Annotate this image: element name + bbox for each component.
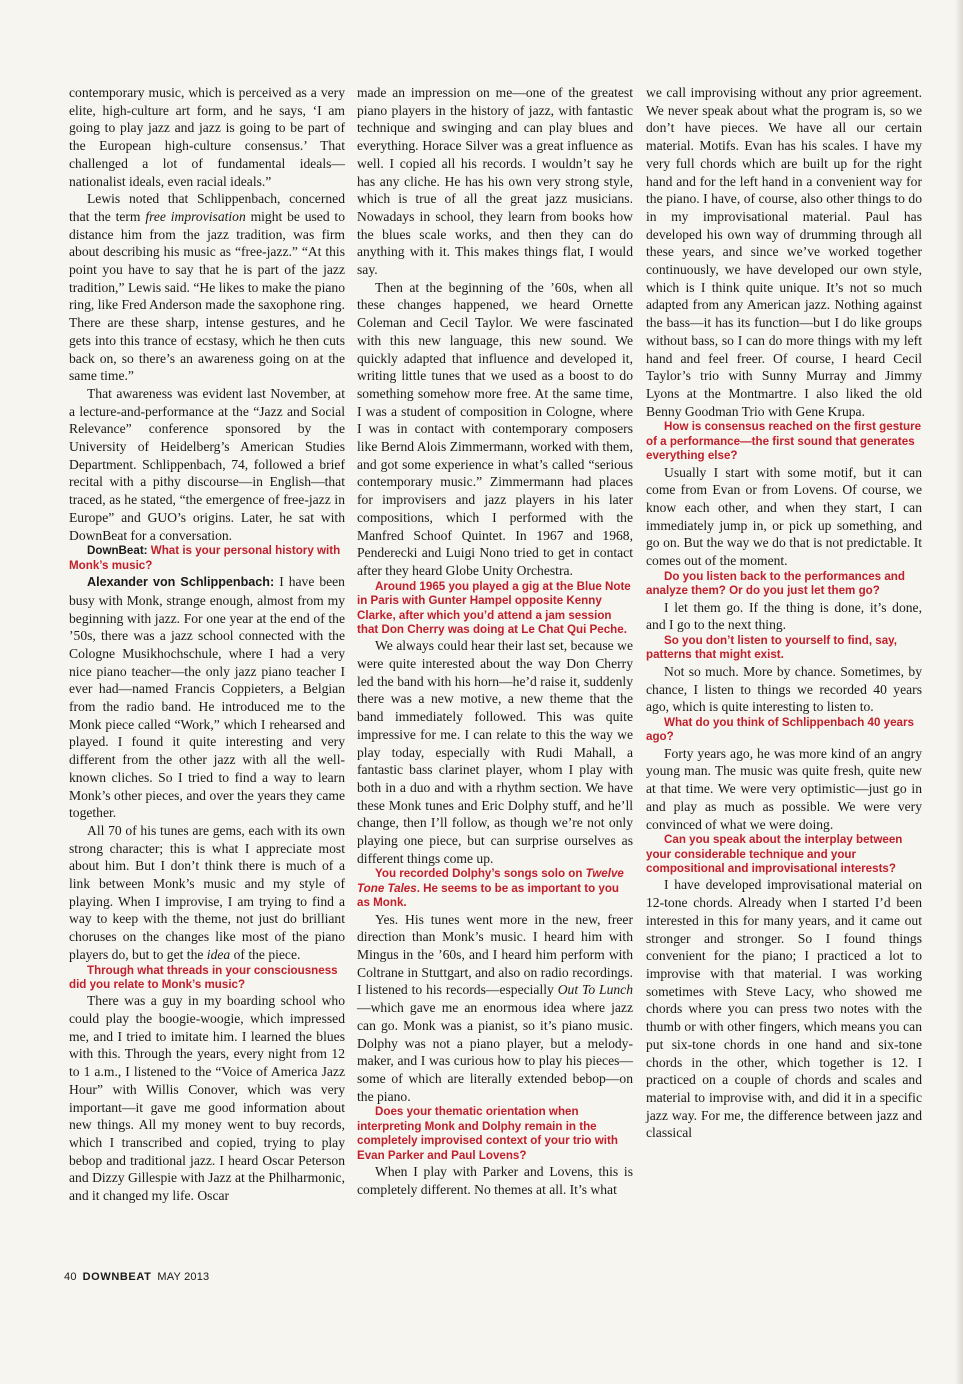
album-title: Twelve Tone Tales	[357, 867, 624, 895]
paragraph	[69, 573, 345, 822]
album-title: Out To Lunch	[557, 982, 634, 998]
paragraph: There was a guy in my boarding school who could play the boogie-woogie, which impressed me, and I tried to imitate him. I learned the blues with this. Through the years, every night from 12 to 1 a.m., I listened to the “Voice of America Jazz Hour” with Willis Conover, which was very important—it gave me good information about new things. All my money went to buy records, which I transcribed and copied, trying to play bebop and traditional jazz. I heard Oscar Peterson and Dizzy Gillespie with Jazz at the Philharmonic, and it changed my life. Oscar	[69, 993, 345, 1204]
emphasis-text: free improvisation	[145, 208, 246, 224]
interviewer-label: DownBeat:	[87, 544, 148, 558]
interview-question	[69, 544, 345, 573]
text-run: might be used to distance him from the jazz tradition, was firm about describing his music as “free-jazz.” “At this point you have to say that he is part of the jazz tradition,” Lewis said. “He likes to make the piano ring, like Fred Anderson made the saxophone ring. There are these sharp, intense gestures, and he gets into this trance of ecstasy, which he then cuts back on, so there’s an awareness going on at the same time.”	[69, 208, 346, 384]
text-run: All 70 of his tunes are gems, each with its own strong character; this is what I appreciate most about him. But I don’t think there is much of a link between Monk’s music and my style of playing. When I improvise, I am trying to find a way to keep with the theme, not just do brilliant choruses on the changes like most of the piano players do, but to get the	[69, 822, 345, 962]
paragraph: I let them go. If the thing is done, it’s done, and I go to the next thing.	[646, 599, 922, 633]
paragraph: we call improvising without any prior agreement. We never speak about what the program is, so we don’t have pieces. We have all our certain material. Motifs. Evan has his scales. I have my very full chords which are built up for the right hand and for the left hand in a convenient way for the piano. I have, of course, also other things to do in my improvisational material. Paul has developed his own way of drumming through all these years, and since we’ve worked together continuously, we have developed our own style, which is I think quite unique. It’s not so much adapted from any American jazz. Nothing against the bass—it has its function—but I do like groups without bass, so I can do more things with my left hand and feel freer. Of course, I heard Cecil Taylor’s trio with Sunny Murray and Jimmy Lyons at the Montmartre. I also liked the old Benny Goodman Trio with Gene Krupa.	[646, 85, 922, 419]
paragraph: Forty years ago, he was more kind of an angry young man. The music was quite fresh, quite new at that time. We were very optimistic—just go in and play as much as possible. We were very convinced of what we were doing.	[646, 745, 922, 832]
column-2	[357, 84, 633, 1198]
column-3	[646, 84, 922, 1142]
paragraph	[69, 190, 345, 385]
paragraph: We always could hear their last set, because we were quite interested about the way Don Cherry led the band with his horn—he’d raise it, suddenly there was a new motive, a new theme that the band immediately followed. This was quite impressive for me. I can relate to this the way we play today, especially with Rudi Mahall, a fantastic bass clarinet player, whom I play with both in a duo and with a rhythm section. We have these Monk tunes and Eric Dolphy stuff, and he’ll change, then I’ll follow, as though we’re not only playing one piece, but can surprise ourselves as different things come up.	[357, 638, 633, 866]
interview-question: What do you think of Schlippenbach 40 years ago?	[646, 715, 914, 744]
interview-question: Do you listen back to the performances and analyze them? Or do you just let them go?	[646, 569, 905, 598]
text-run: of the piece.	[230, 946, 301, 962]
interview-question: Through what threads in your consciousness did you relate to Monk’s music?	[69, 963, 338, 991]
page-footer	[64, 1271, 209, 1283]
paragraph: Then at the beginning of the ’60s, when all these changes happened, we heard Ornette Coleman and Cecil Taylor. We were fascinated with this new language, this new sound. We quickly adapted that influence and developed it, writing little tunes that we used as a boost to do something somehow more free. At the same time, I was a student of composition in Cologne, where I was in contact with contemporary composers like Bernd Alois Zimmermann, worked with them, and got some experience in what’s called “serious contemporary music.” Zimmermann had places for improvisers and jazz players in his later compositions, which I performed with the Manfred Schoof Quintet. In 1967 and 1968, Penderecki and Luigi Nono tried to get in contact after they heard Globe Unity Orchestra.	[357, 279, 633, 578]
question-text: What is your personal history with Monk’s music?	[69, 544, 341, 572]
emphasis-text: idea	[206, 946, 231, 962]
text-run: Lewis noted that Schlippenbach, concerned that the term	[69, 191, 345, 224]
interview-question	[357, 867, 633, 910]
paragraph: That awareness was evident last November, at a lecture-and-performance at the “Jazz and Social Relevance” conference sponsored by the University of Heidelberg’s American Studies Department. Schlippenbach, 74, followed a brief recital with a pithy discourse—in English—that traced, as he stated, “the emergence of free-jazz in Europe” and GUO’s origins. Later, he sat with DownBeat for a conversation.	[69, 385, 345, 543]
question-text: You recorded Dolphy’s songs solo on	[375, 867, 586, 881]
paragraph: made an impression on me—one of the greatest piano players in the history of jazz, with fantastic technique and swinging and can play blues and everything. Horace Silver was a great influence as well. I copied all his records. I wouldn’t say he has any cliche. He has his own very strong style, which is true of all the great jazz musicians. Nowadays in school, they learn from books how the blues scale works, and then they can do anything with it. This makes things flat, I would say.	[357, 85, 633, 278]
page-number: 40	[64, 1271, 77, 1283]
paragraph: contemporary music, which is perceived as a very elite, high-culture art form, and he says, ‘I am going to play jazz and jazz is going to be part of the European high-culture consensus.’ That challenged a lot of fundamental ideals—nationalist ideals, even racial ideals.”	[69, 85, 345, 189]
text-run: —which gave me an enormous idea where jazz can go. Monk was a pianist, so it’s piano music. Dolphy was not a piano player, but a melody-maker, and I was curious how to play his pieces—some of which are literally extended bebop—on the piano.	[357, 1000, 633, 1104]
paragraph: When I play with Parker and Lovens, this is completely different. No themes at all. It’s what	[357, 1164, 633, 1197]
interview-question: Can you speak about the interplay between your considerable technique and your compositional and improvisational interests?	[646, 833, 903, 876]
text-run: Yes. His tunes went more in the new, freer direction than Monk’s music. I heard him with Mingus in the ’60s, and I heard him perform with Coltrane in Stuttgart, and also on radio recordings. I listened to his records—especially	[357, 911, 633, 998]
answer-text: I have been busy with Monk, strange enough, almost from my beginning with jazz. For one year at the end of the ’50s, there was a jazz school connected with the Cologne Musikhochschule, where I had a very nice piano teacher—the only jazz piano teacher I ever had—named Francis Coppieters, a Belgian from the radio band. He introduced me to the Monk piece called “Work,” which I rehearsed and played. I found it quite interesting and very different from the other jazz with all the well-known cliches. So I tried to find a way to learn Monk’s other pieces, and over the years they came together.	[69, 574, 345, 821]
paragraph: Not so much. More by chance. Sometimes, by chance, I listen to things we recorded 40 years ago, which is quite interesting to listen to.	[646, 663, 922, 715]
interview-question: How is consensus reached on the first gesture of a performance—the first sound that generates everything else?	[646, 420, 922, 463]
interview-question: Around 1965 you played a gig at the Blue Note in Paris with Gunter Hampel opposite Kenny Clarke, after which you’d attend a jam session that Don Cherry was doing at Le Chat Qui Peche.	[357, 579, 631, 636]
interview-question: So you don’t listen to yourself to find, say, patterns that might exist.	[646, 634, 897, 662]
paragraph: I have developed improvisational material on 12-tone chords. Already when I started I’d been interested in this for many years, and it came out stronger and stronger. So I found things convenient for the piano; I practiced a lot to improvise with that material. I was working sometimes with Steve Lacy, who showed me chords where you can press two notes with the thumb or with other fingers, which means you can put six-tone chords in one hand and six-tone chords in the other, which together is 12. I practiced on a couple of chords and scales and material to improvise with, and did it in a specific jazz way. For me, the difference between jazz and classical	[646, 877, 922, 1141]
interviewee-label: Alexander von Schlippenbach:	[87, 575, 275, 590]
paragraph	[357, 911, 633, 1106]
magazine-name: DOWNBEAT	[82, 1271, 152, 1283]
issue-date: MAY 2013	[157, 1271, 210, 1283]
question-text: . He seems to be as important to you as Monk.	[357, 881, 619, 910]
column-1	[69, 84, 345, 1205]
paragraph	[69, 822, 345, 964]
interview-question: Does your thematic orientation when interpreting Monk and Dolphy remain in the completely improvised context of your trio with Evan Parker and Paul Lovens?	[357, 1105, 618, 1162]
paragraph: Usually I start with some motif, but it can come from Evan or from Lovens. Of course, we know each other, and when they start, I can immediately jump in, or pick up something, and go on. But the way we do that is not predictable. It comes out of the moment.	[646, 464, 922, 569]
page-edge-shadow	[955, 0, 963, 1384]
